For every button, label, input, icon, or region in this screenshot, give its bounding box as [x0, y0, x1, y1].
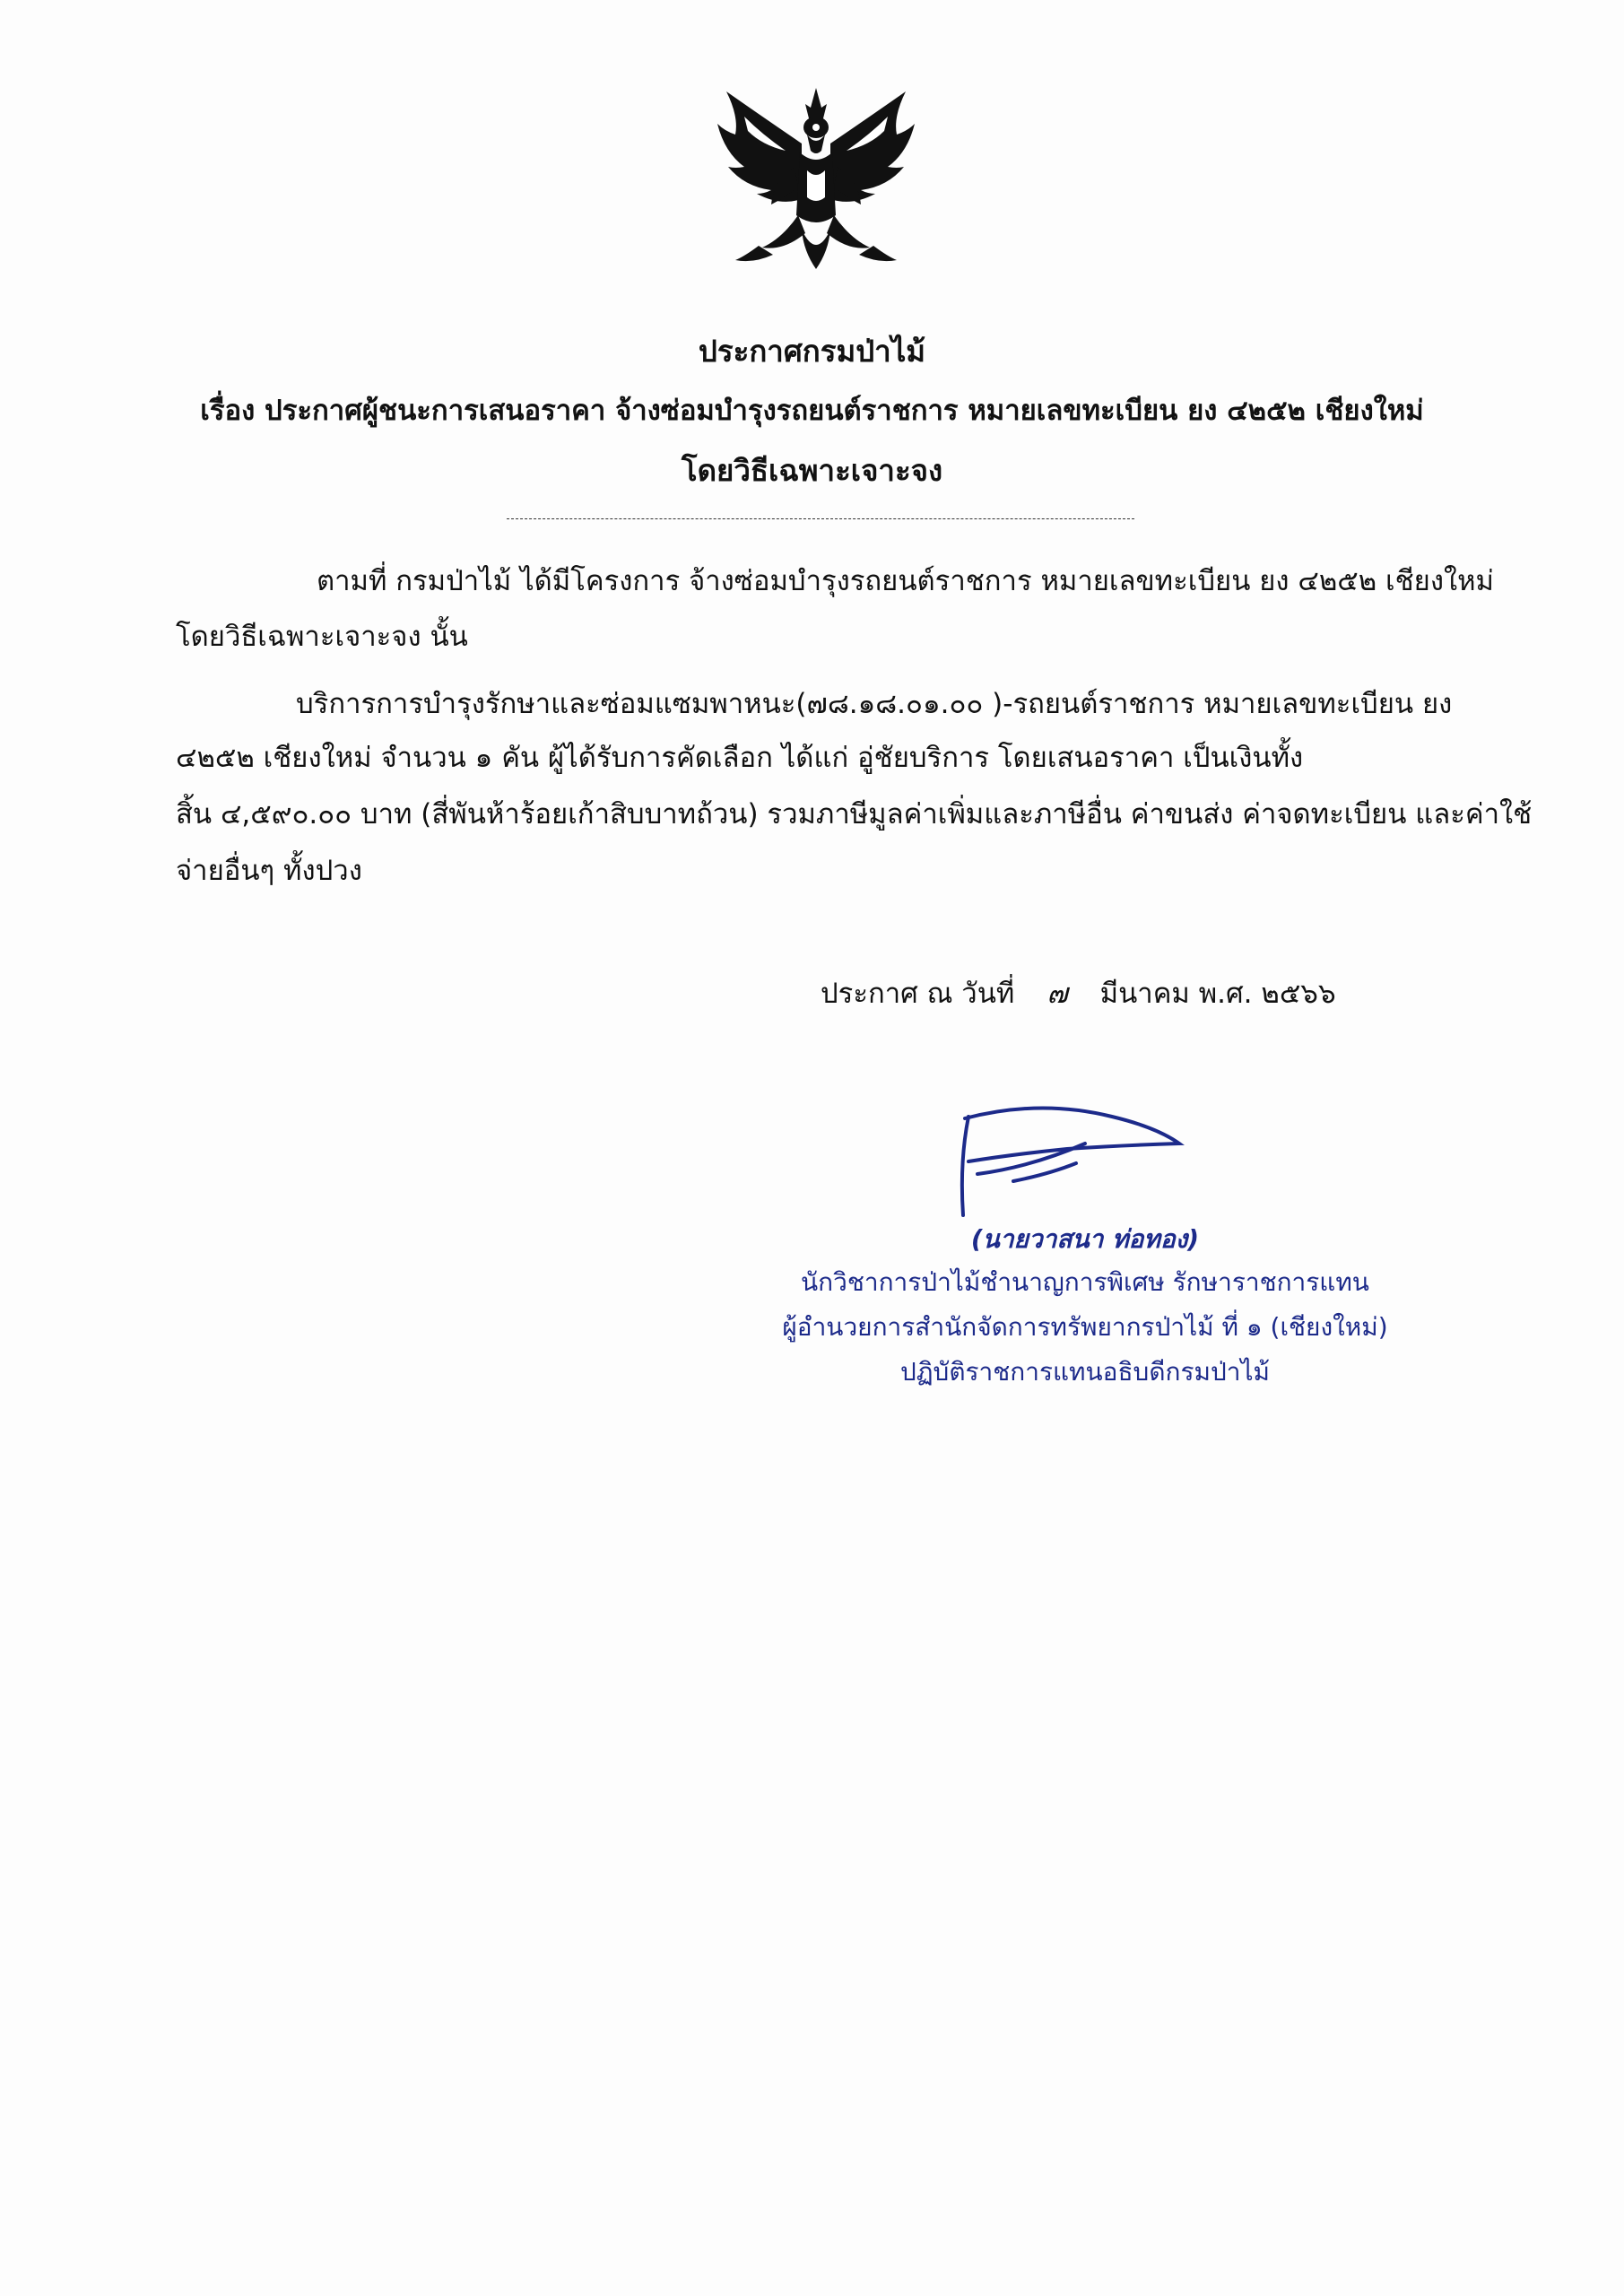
date-month-year: มีนาคม พ.ศ. ๒๕๖๖ — [1099, 978, 1336, 1010]
handwritten-signature — [933, 1081, 1202, 1233]
body-paragraph-2-line-4: จ่ายอื่นๆ ทั้งปวง — [176, 855, 362, 887]
garuda-emblem-icon — [708, 81, 924, 296]
signatory-position-3: ปฏิบัติราชการแทนอธิบดีกรมป่าไม้ — [899, 1357, 1270, 1387]
announcement-date — [821, 978, 1336, 1011]
signatory-name: (นายวาสนา ท่อทอง) — [970, 1224, 1200, 1254]
signatory-position-1: นักวิชาการป่าไม้ชำนาญการพิเศษ รักษาราชการแทน — [801, 1267, 1369, 1297]
signatory-position-2: ผู้อำนวยการสำนักจัดการทรัพยากรป่าไม้ ที่ ๑ (เชียงใหม่) — [782, 1312, 1388, 1342]
announcement-title: ประกาศกรมป่าไม้ — [698, 334, 926, 369]
date-day: ๗ — [1046, 978, 1068, 1010]
date-prefix: ประกาศ ณ วันที่ — [821, 978, 1015, 1010]
section-divider — [507, 518, 1134, 519]
body-paragraph-2-line-3: สิ้น ๔,๕๙๐.๐๐ บาท (สี่พันห้าร้อยเก้าสิบบาทถ้วน) รวมภาษีมูลค่าเพิ่มและภาษีอื่น ค่าขนส่ง ค่าจดทะเบียน และค่าใช้ — [176, 798, 1533, 831]
body-paragraph-1-line-1: ตามที่ กรมป่าไม้ ได้มีโครงการ จ้างซ่อมบำรุงรถยนต์ราชการ หมายเลขทะเบียน ยง ๔๒๕๒ เชียงใหม่ — [317, 565, 1494, 597]
body-paragraph-2-line-1: บริการการบำรุงรักษาและซ่อมแซมพาหนะ(๗๘.๑๘.๐๑.๐๐ )-รถยนต์ราชการ หมายเลขทะเบียน ยง — [296, 688, 1453, 720]
announcement-subject: เรื่อง ประกาศผู้ชนะการเสนอราคา จ้างซ่อมบำรุงรถยนต์ราชการ หมายเลขทะเบียน ยง ๔๒๕๒ เชียงใหม่ — [200, 395, 1424, 427]
body-paragraph-2-line-2: ๔๒๕๒ เชียงใหม่ จำนวน ๑ คัน ผู้ได้รับการคัดเลือก ได้แก่ อู่ชัยบริการ โดยเสนอราคา เป็นเงินทั้ง — [176, 742, 1304, 774]
procurement-method: โดยวิธีเฉพาะเจาะจง — [681, 453, 943, 488]
body-paragraph-1-line-2: โดยวิธีเฉพาะเจาะจง นั้น — [176, 621, 468, 653]
